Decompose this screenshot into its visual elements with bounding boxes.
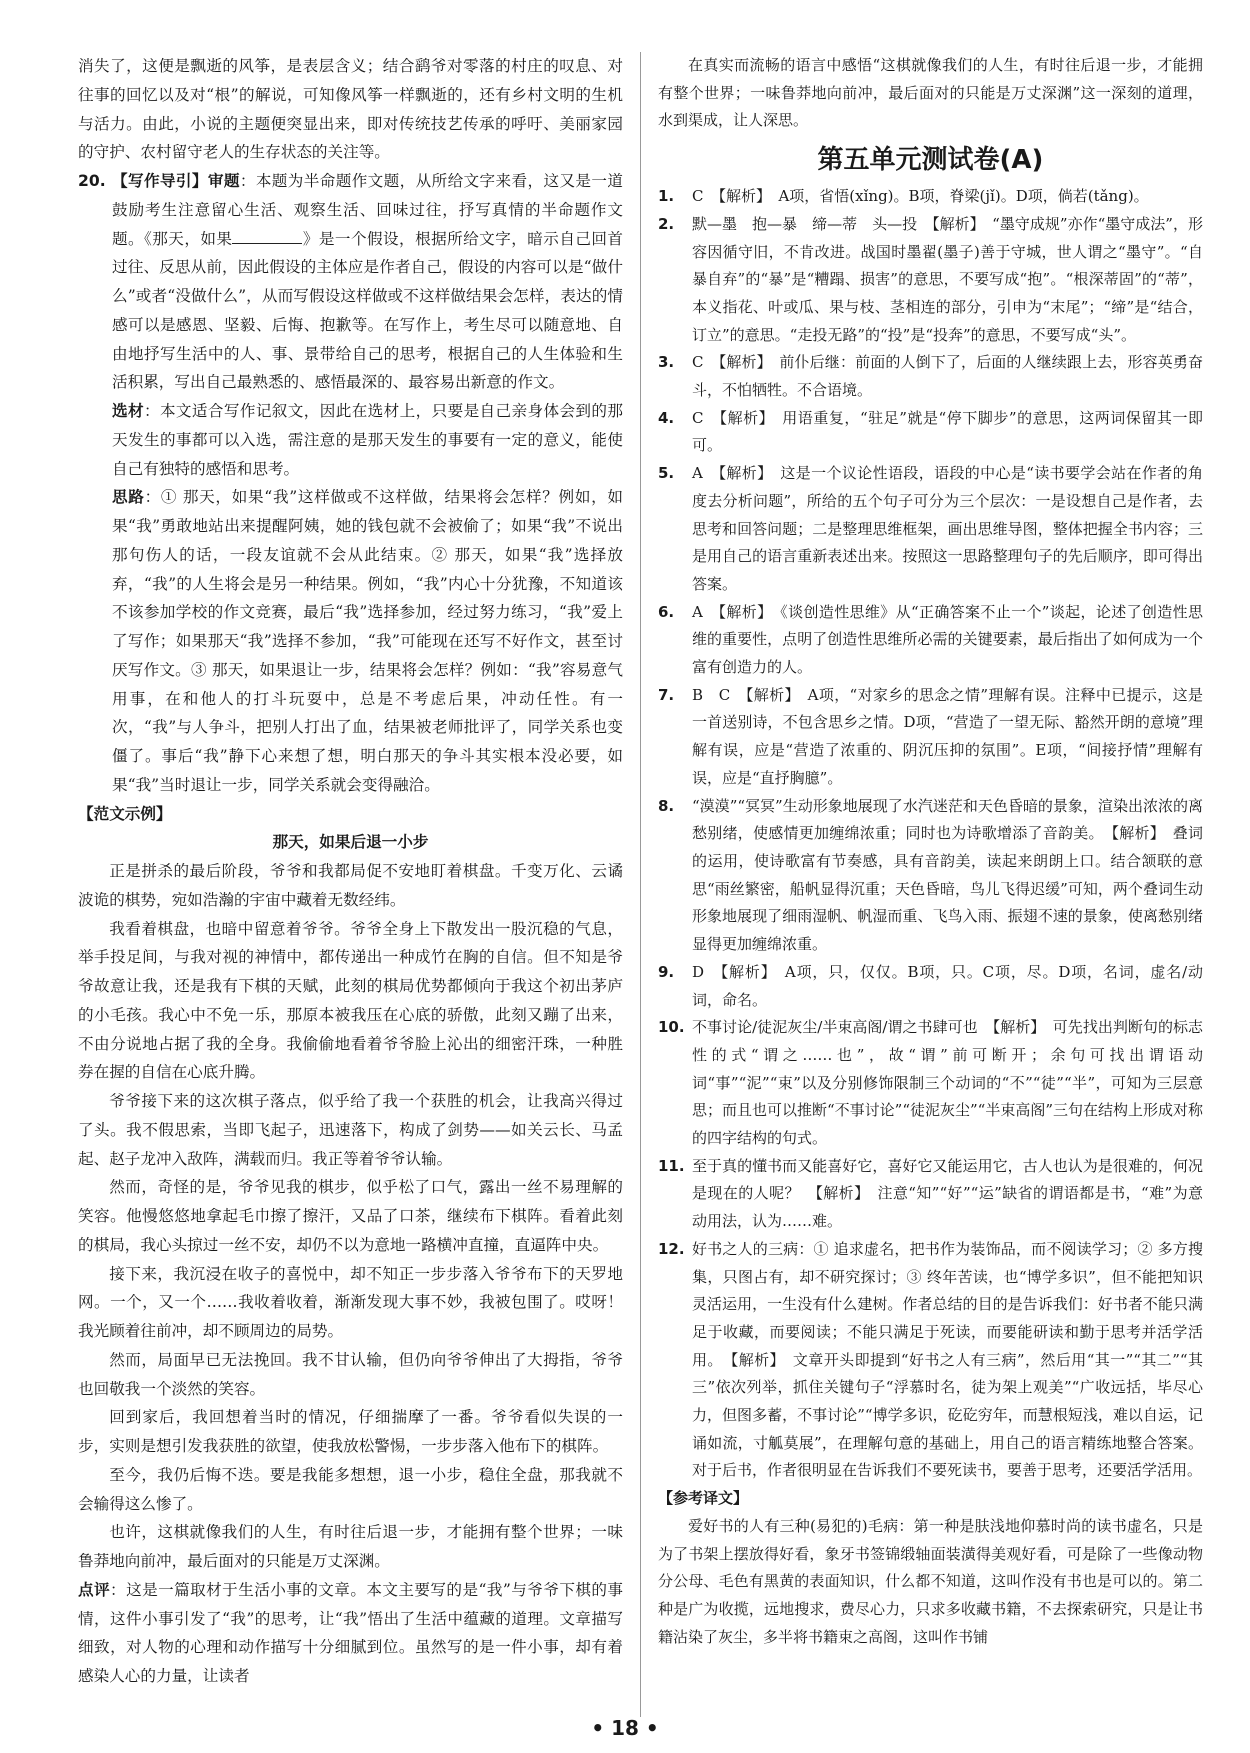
continued-paragraph: 在真实而流畅的语言中感悟“这棋就像我们的人生，有时往后退一步，才能拥有整个世界；一味鲁莽地向前冲，最后面对的只能是万丈深渊”这一深刻的道理，水到渠成，让人深思。 [658, 56, 1203, 130]
material-text: ：本文适合写作记叙文，因此在选材上，只要是自己亲身体会到的那天发生的事都可以入选，需注意的是那天发生的事要有一定的意义，能使自己有独特的感悟和思考。 [112, 402, 623, 478]
answer-number: 2. [658, 214, 675, 233]
answer-number: 12. [658, 1239, 685, 1258]
comment-text: ：这是一篇取材于生活小事的文章。本文主要写的是“我”与爷爷下棋的事情，这件小事引发了“我”的思考，让“我”悟出了生活中蕴藏的道理。文章描写细致，对人物的心理和动作描写十分细腻到位。虽然写的是一件小事，却有着感染人心的力量，让读者 [78, 1580, 623, 1685]
essay-paragraph: 然而，奇怪的是，爷爷见我的棋步，似乎松了口气，露出一丝不易理解的笑容。他慢悠悠地拿起毛巾擦了擦汗，又品了口茶，继续布下棋阵。看着此刻的棋局，我心头掠过一丝不安，却仍不以为意地一路横冲直撞，直逼阵中央。 [78, 1178, 623, 1254]
answer-text: A 【解析】 《谈创造性思维》从“正确答案不止一个”谈起，论述了创造性思维的重要性，点明了创造性思维所必需的关键要素，最后指出了如何成为一个富有创造力的人。 [692, 602, 1203, 677]
answer-item [658, 959, 1203, 1014]
answer-text: 好书之人的三病：① 追求虚名，把书作为装饰品，而不阅读学习；② 多方搜集，只图占有，却不研究探讨；③ 终年苦读，也“博学多识”，但不能把知识灵活运用，一生没有什么建树。作者总结的目的是告诉我们：好书者不能只满足于收藏，而要阅读；不能只满足于死读，而要能研读和勤于思考并活学活用。 【解析】 文章开头即提到“好书之人有三病”，然后用“其一”“其二”“其三”依次列举，抓住关键句子“浮慕时名，徒为架上观美”“广收远括，毕尽心力，但图多蓄，不事讨论”“博学多识，矻矻穷年，而慧根短浅，难以自运，记诵如流，寸觚莫展”，在理解句意的基础上，用自己的语言精练地整合答案。对于后书，作者很明显在告诉我们不要死读书，要善于思考，还要活学活用。 [692, 1239, 1203, 1480]
essay-paragraph: 至今，我仍后悔不迭。要是我能多想想，退一小步，稳住全盘，那我就不会输得这么惨了。 [78, 1465, 623, 1513]
answer-item [658, 1153, 1203, 1236]
answer-text: B C 【解析】 A项，“对家乡的思念之情”理解有误。注释中已提示，这是一首送别诗，不包含思乡之情。D项，“营造了一望无际、豁然开朗的意境”理解有误，应是“营造了浓重的、阴沉压抑的氛围”。E项，“间接抒情”理解有误，应是“直抒胸臆”。 [692, 685, 1203, 787]
question-number: 20. [78, 172, 106, 190]
writing-guide-label: 【写作导引】审题 [112, 172, 240, 190]
answer-item [658, 349, 1203, 404]
essay-title: 那天，如果后退一小步 [272, 833, 429, 852]
answer-number: 1. [658, 187, 675, 206]
writing-guide-text-b: 》是一个假设，根据所给文字，暗示自己回首过往、反思从前，因此假设的主体应是作者自己，假设的内容可以是“做什么”或者“没做什么”，从而写假设这样做或不这样做结果会怎样，表达的情感可以是感恩、坚毅、后悔、抱歉等。在写作上，考生尽可以随意地、自由地抒写生活中的人、事、景带给自己的思考，根据自己的人生体验和生活积累，写出自己最熟悉的、感悟最深的、最容易出新意的作文。 [112, 229, 623, 392]
title-blank [232, 227, 302, 244]
left-column [78, 52, 623, 1691]
column-divider [640, 52, 641, 1717]
reference-translation-text: 爱好书的人有三种(易犯的)毛病：第一种是肤浅地仰慕时尚的读书虚名，只是为了书架上摆放得好看，象牙书签锦缎轴面装潢得美观好看，可是除了一些像动物分公母、毛色有黑黄的表面知识，什么都不知道，这叫作没有书也是可以的。第二种是广为收揽，远地搜求，费尽心力，只求多收藏书籍，不去探索研究，只是让书籍沾染了灰尘，多半将书籍束之高阁，这叫作书铺 [658, 1516, 1203, 1646]
answer-number: 11. [658, 1156, 685, 1175]
answer-list [658, 183, 1203, 1485]
answer-number: 10. [658, 1018, 685, 1037]
answer-text: C 【解析】 A项，省悟(xǐng)。B项，脊梁(jǐ)。D项，倘若(tǎng)。 [692, 187, 1149, 206]
essay-paragraph: 接下来，我沉浸在收子的喜悦中，却不知正一步步落入爷爷布下的天罗地网。一个，又一个……我收着收着，渐渐发现大事不妙，我被包围了。哎呀！我光顾着往前冲，却不顾周边的局势。 [78, 1264, 623, 1340]
approach-text: ：① 那天，如果“我”这样做或不这样做，结果将会怎样？例如，如果“我”勇敢地站出来提醒阿姨，她的钱包就不会被偷了；如果“我”不说出那句伤人的话，一段友谊就不会从此结束。② 那天，如果“我”选择放弃，“我”的人生将会是另一种结果。例如，“我”内心十分犹豫，不知道该不该参加学校的作文竞赛，最后“我”选择参加，经过努力练习，“我”爱上了写作；如果那天“我”选择不参加，“我”可能现在还写不好作文，甚至讨厌写作文。③ 那天，如果退让一步，结果将会怎样？例如：“我”容易意气用事，在和他人的打斗玩耍中，总是不考虑后果，冲动任性。有一次，“我”与人争斗，把别人打出了血，结果被老师批评了，同学关系也变僵了。事后“我”静下心来想了想，明白那天的争斗其实根本没必要，如果“我”当时退让一步，同学关系就会变得融洽。 [112, 488, 623, 794]
answer-number: 4. [658, 408, 675, 427]
essay-paragraph: 回到家后，我回想着当时的情况，仔细揣摩了一番。爷爷看似失误的一步，实则是想引发我获胜的欲望，使我放松警惕，一步步落入他布下的棋阵。 [78, 1408, 623, 1455]
sample-essay-label: 【范文示例】 [78, 804, 172, 823]
answer-number: 5. [658, 464, 675, 483]
answer-number: 7. [658, 685, 675, 704]
essay-paragraph: 我看着棋盘，也暗中留意着爷爷。爷爷全身上下散发出一股沉稳的气息，举手投足间，与我对视的神情中，都传递出一种成竹在胸的自信。但不知是爷爷故意让我，还是我有下棋的天赋，此刻的棋局优势都倾向于我这个初出茅庐的小毛孩。我心中不免一乐，那原本被我压在心底的骄傲，此刻又蹦了出来，不由分说地占据了我的全身。我偷偷地看着爷爷脸上沁出的细密汗珠，一种胜券在握的自信在心底升腾。 [78, 919, 623, 1082]
answer-text: 不事讨论/徒泥灰尘/半束高阁/谓之书肆可也 【解析】 可先找出判断句的标志性的式“谓之……也”，故“谓”前可断开；余句可找出谓语动词“事”“泥”“束”以及分别修饰限制三个动词的“不”“徒”“半”，可知为三层意思；而且也可以推断“不事讨论”“徒泥灰尘”“半束高阁”三句在结构上形成对称的四字结构的句式。 [692, 1018, 1204, 1148]
essay-paragraph: 也许，这棋就像我们的人生，有时往后退一步，才能拥有整个世界；一味鲁莽地向前冲，最后面对的只能是万丈深渊。 [78, 1523, 623, 1570]
answer-text: D 【解析】 A项，只，仅仅。B项，只。C项，尽。D项，名词，虚名/动词，命名。 [692, 962, 1203, 1009]
reference-translation-label: 【参考译文】 [658, 1489, 749, 1508]
essay-paragraph: 爷爷接下来的这次棋子落点，似乎给了我一个获胜的机会，让我高兴得过了头。我不假思索，当即飞起子，迅速落下，构成了剑势——如关云长、马孟起、赵子龙冲入敌阵，满载而归。我正等着爷爷认输。 [78, 1092, 623, 1168]
answer-item [658, 211, 1203, 350]
essay-paragraph: 正是拼杀的最后阶段，爷爷和我都局促不安地盯着棋盘。千变万化、云谲波诡的棋势，宛如浩瀚的宇宙中藏着无数经纬。 [78, 862, 623, 909]
answer-text: 至于真的懂书而又能喜好它，喜好它又能运用它，古人也认为是很难的，何况是现在的人呢？ 【解析】 注意“知”“好”“运”缺省的谓语都是书，“难”为意动用法，认为……难。 [692, 1156, 1203, 1231]
answer-text: A 【解析】 这是一个议论性语段，语段的中心是“读书要学会站在作者的角度去分析问题”，所给的五个句子可分为三个层次：一是设想自己是作者，去思考和回答问题；二是整理思维框架，画出思维导图，整体把握全书内容；三是用自己的语言重新表述出来。按照这一思路整理句子的先后顺序，即可得出答案。 [692, 464, 1203, 593]
answer-item [658, 682, 1203, 793]
answer-text: C 【解析】 前仆后继：前面的人倒下了，后面的人继续跟上去，形容英勇奋斗，不怕牺牲。不合语境。 [692, 353, 1203, 400]
right-column [658, 52, 1203, 1651]
approach-label: 思路 [112, 488, 145, 507]
answer-number: 6. [658, 602, 675, 621]
answer-item [658, 599, 1203, 682]
answer-number: 9. [658, 962, 675, 981]
answer-item [658, 1014, 1203, 1153]
comment-label: 点评 [78, 1580, 111, 1599]
answer-item [658, 1236, 1203, 1485]
writing-guide-text-a: ：本题为半命题作文题，从所给文字来看，这又是一道鼓励考生注意留心生活、观察生活、回味过往，抒写真情的半命题作文题。《那天，如果 [112, 172, 623, 248]
unit-test-title: 第五单元测试卷(A) [817, 145, 1044, 176]
answer-number: 8. [658, 796, 675, 815]
answer-item [658, 793, 1203, 959]
answer-item [658, 183, 1203, 211]
answer-text: C 【解析】 用语重复，“驻足”就是“停下脚步”的意思，这两词保留其一即可。 [692, 408, 1203, 455]
intro-paragraph: 消失了，这便是飘逝的风筝，是表层含义；结合鹞爷对零落的村庄的叹息、对往事的回忆以及对“根”的解说，可知像风筝一样飘逝的，还有乡村文明的生机与活力。由此，小说的主题便突显出来，即对传统技艺传承的呼吁、美丽家园的守护、农村留守老人的生存状态的关注等。 [78, 57, 623, 162]
essay-paragraph: 然而，局面早已无法挽回。我不甘认输，但仍向爷爷伸出了大拇指，爷爷也回敬我一个淡然的笑容。 [78, 1350, 623, 1398]
answer-text: 默—墨 抱—暴 缔—蒂 头—投 【解析】 “墨守成规”亦作“墨守成法”，形容因循守旧，不肯改进。战国时墨翟(墨子)善于守城，世人谓之“墨守”。“自暴自弃”的“暴”是“糟蹋、损害”的意思，不要写成“抱”。“根深蒂固”的“蒂”，本义指花、叶或瓜、果与枝、茎相连的部分，引申为“末尾”；“缔”是“结合，订立”的意思。“走投无路”的“投”是“投奔”的意思，不要写成“头”。 [692, 214, 1203, 344]
answer-item [658, 460, 1203, 599]
essay-body [78, 857, 623, 1576]
page-number: • 18 • [591, 1716, 659, 1740]
answer-number: 3. [658, 353, 675, 372]
question-20 [78, 167, 623, 800]
answer-text: “漠漠”“冥冥”生动形象地展现了水汽迷茫和天色昏暗的景象，渲染出浓浓的离愁别绪，使感情更加缠绵浓重；同时也为诗歌增添了音韵美。 【解析】 叠词的运用，使诗歌富有节奏感，具有音韵美，读起来朗朗上口。结合颔联的意思“雨丝繁密，船帆显得沉重；天色昏暗，鸟儿飞得迟缓”可知，两个叠词生动形象地展现了细雨湿帆、帆湿而重、飞鸟入雨、振翅不速的景象，使离愁别绪显得更加缠绵浓重。 [692, 796, 1203, 954]
answer-item [658, 405, 1203, 460]
material-label: 选材 [112, 402, 144, 420]
